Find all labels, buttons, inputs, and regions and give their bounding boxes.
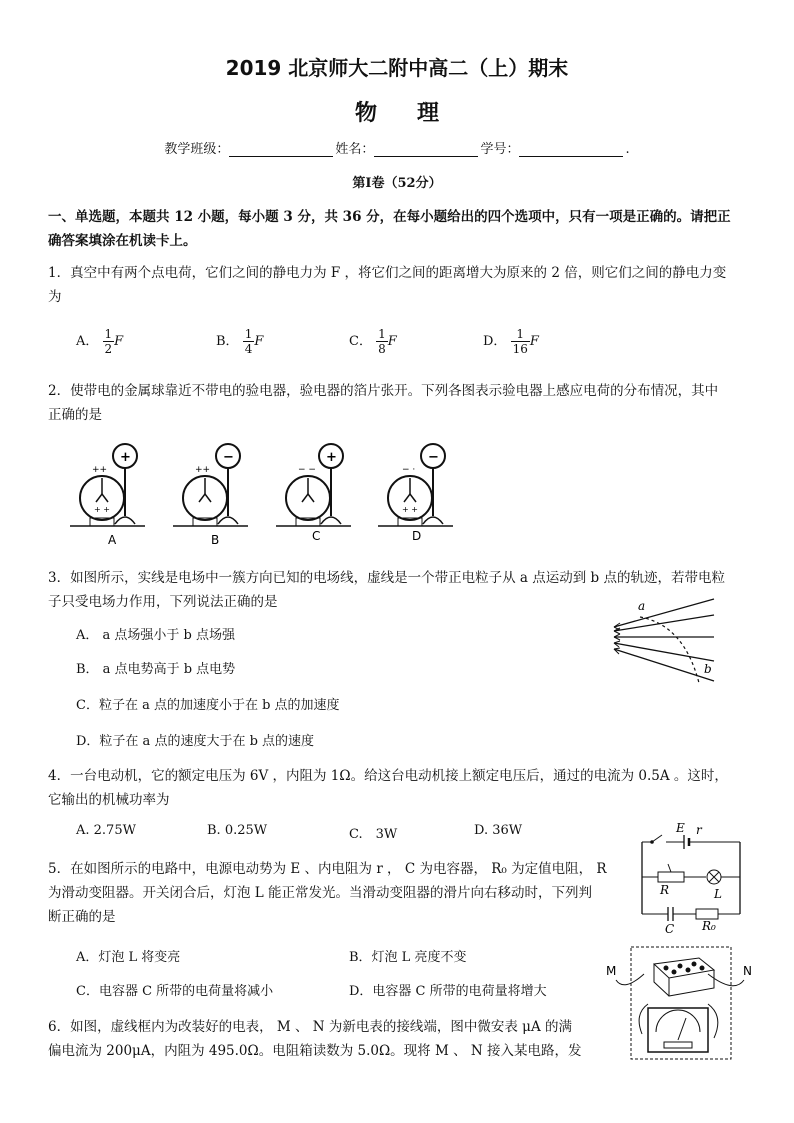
lamp-label: L: [714, 887, 722, 901]
q4-option-d[interactable]: D. 36W: [474, 823, 523, 838]
q5-option-c[interactable]: C．电容器 C 所带的电荷量将减小: [76, 984, 274, 999]
q4-option-c[interactable]: C. 3W: [349, 827, 398, 842]
svg-text:++: ++: [195, 465, 211, 475]
volume-heading: 第Ⅰ卷（52分）: [352, 176, 442, 191]
svg-text:+: +: [326, 450, 337, 465]
q1-option-c[interactable]: C． $\frac{1}{8}$ F: [349, 327, 397, 356]
question-6: [48, 1015, 608, 1063]
electroscope-figure: [70, 436, 470, 548]
question-5: [48, 857, 628, 929]
fig-label-d: D: [412, 529, 422, 543]
q5-option-a[interactable]: A．灯泡 L 将变亮: [76, 950, 181, 965]
svg-text:+: +: [120, 450, 131, 465]
q2-line-1: 2．使带电的金属球靠近不带电的验电器，验电器的箔片张开。下列各图表示验电器上感应电荷的分布情况，其中: [48, 383, 719, 399]
circuit-figure: [636, 822, 746, 934]
fraction: $\frac{1}{16}$: [512, 327, 528, 356]
meter-figure: [604, 944, 756, 1062]
q4-option-a[interactable]: A. 2.75W: [76, 823, 136, 838]
q5-line-3: 断正确的是: [48, 909, 116, 925]
q3-option-c[interactable]: C．粒子在 a 点的加速度小于在 b 点的加速度: [76, 698, 340, 713]
q1-line-2: 为: [48, 289, 62, 305]
rheostat-label: R: [660, 883, 670, 897]
q5-option-d[interactable]: D．电容器 C 所带的电荷量将增大: [349, 984, 547, 999]
electroscope-b: [173, 444, 248, 526]
svg-text:− −: − −: [298, 465, 316, 475]
question-1: [48, 261, 756, 309]
terminal-n-label: N: [743, 964, 752, 978]
svg-text:++: ++: [92, 465, 108, 475]
q3-line-1: 3．如图所示，实线是电场中一簇方向已知的电场线，虚线是一个带正电粒子从 a 点运动到 b 点的轨迹，若带电粒: [48, 570, 725, 586]
q1-line-1: 1．真空中有两个点电荷，它们之间的静电力为 F ，将它们之间的距离增大为原来的 2 倍，则它们之间的静电力变: [48, 265, 727, 281]
class-label: 教学班级：: [164, 142, 230, 157]
section-instructions: [48, 205, 756, 253]
q6-line-2: 偏电流为 200μA，内阻为 495.0Ω。电阻箱读数为 5.0Ω。现将 M 、 N 接入某电路，发: [48, 1043, 582, 1059]
svg-text:+ +: + +: [402, 505, 418, 514]
q2-line-2: 正确的是: [48, 407, 102, 423]
fraction: $\frac{1}{2}$: [104, 327, 113, 356]
id-label: 学号：: [480, 142, 520, 157]
q1-option-a[interactable]: A． $\frac{1}{2}$ F: [76, 327, 124, 356]
svg-text:−: −: [428, 450, 439, 465]
internal-r-label: r: [696, 823, 702, 837]
emf-label: E: [676, 822, 685, 835]
student-info-line: [0, 138, 794, 157]
end-dot: .: [625, 142, 630, 157]
class-blank[interactable]: [229, 142, 333, 157]
electroscope-c: [276, 444, 351, 526]
terminal-m-label: M: [606, 964, 617, 978]
capacitor-label: C: [665, 922, 675, 934]
q5-line-2: 为滑动变阻器。开关闭合后，灯泡 L 能正常发光。当滑动变阻器的滑片向右移动时，下列判: [48, 885, 593, 901]
q3-line-2: 子只受电场力作用，下列说法正确的是: [48, 594, 278, 610]
q3-option-d[interactable]: D．粒子在 a 点的速度大于在 b 点的速度: [76, 734, 315, 749]
electroscope-a: [70, 444, 145, 526]
svg-text:−: −: [223, 450, 234, 465]
subject-title: 物理: [354, 101, 479, 126]
electroscope-d: [378, 444, 453, 526]
point-b-label: b: [704, 662, 712, 676]
q5-line-1: 5．在如图所示的电路中，电源电动势为 E 、内电阻为 r ， C 为电容器， R₀ 为定值电阻， R: [48, 861, 607, 877]
question-4: [48, 764, 756, 812]
r0-label: R₀: [702, 919, 716, 933]
id-blank[interactable]: [519, 142, 623, 157]
exam-title: 2019 北京师大二附中高二（上）期末: [225, 56, 569, 80]
section-line-2: 确答案填涂在机读卡上。: [48, 233, 197, 249]
q3-option-b[interactable]: B． a 点电势高于 b 点电势: [76, 662, 236, 677]
q4-line-2: 它输出的机械功率为: [48, 792, 170, 808]
fraction: $\frac{1}{8}$: [378, 327, 386, 356]
svg-text:− ·: − ·: [402, 465, 416, 475]
q1-option-d[interactable]: D． $\frac{1}{16}$ F: [483, 327, 539, 356]
q3-option-a[interactable]: A． a 点场强小于 b 点场强: [76, 628, 235, 643]
question-2: [48, 379, 756, 427]
fig-label-b: B: [211, 533, 220, 547]
section-line-1: 一、单选题，本题共 12 小题，每小题 3 分，共 36 分，在每小题给出的四个选项中，只有一项是正确的。请把正: [48, 209, 731, 225]
fraction: $\frac{1}{4}$: [244, 327, 253, 356]
fig-label-c: C: [312, 529, 321, 543]
fig-label-a: A: [108, 533, 117, 547]
q6-line-1: 6．如图，虚线框内为改装好的电表， M 、 N 为新电表的接线端，图中微安表 μA 的满: [48, 1019, 572, 1035]
name-label: 姓名：: [335, 142, 375, 157]
field-lines-figure: [604, 595, 719, 690]
q4-line-1: 4．一台电动机，它的额定电压为 6V ，内阻为 1Ω。给这台电动机接上额定电压后，通过的电流为 0.5A 。这时，: [48, 768, 728, 784]
q4-option-b[interactable]: B. 0.25W: [207, 823, 268, 838]
q5-option-b[interactable]: B．灯泡 L 亮度不变: [349, 950, 467, 965]
point-a-label: a: [638, 599, 646, 613]
svg-text:+ +: + +: [94, 505, 110, 514]
q1-option-b[interactable]: B． $\frac{1}{4}$ F: [216, 327, 264, 356]
name-blank[interactable]: [374, 142, 478, 157]
